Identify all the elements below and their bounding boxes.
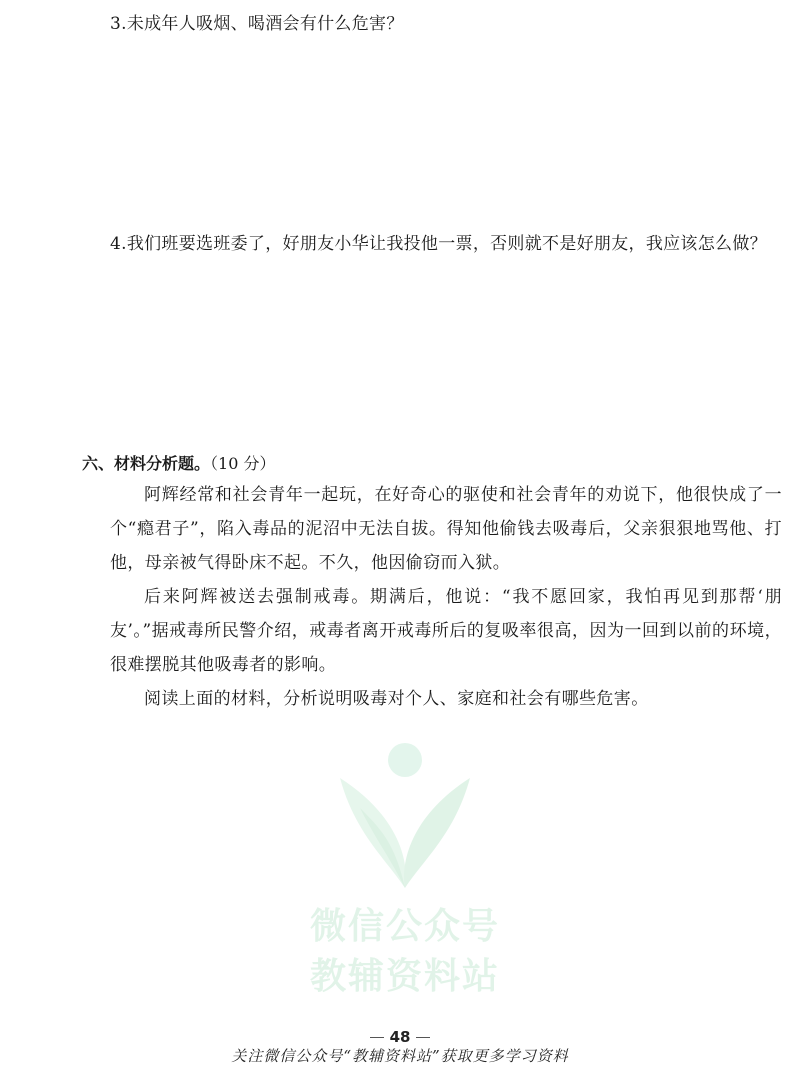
watermark-line-2: 教辅资料站 — [309, 956, 500, 997]
watermark-line-1: 微信公众号 — [309, 906, 500, 947]
material-question — [110, 682, 782, 716]
material-text-1: 阿辉经常和社会青年一起玩，在好奇心的驱使和社会青年的劝说下，他很快成了一个“瘾君子”，陷入毒品的泥沼中无法自拔。得知他偷钱去吸毒后，父亲狠狠地骂他、打他，母亲被气得卧床不起。不久，他因偷窃而入狱。 — [110, 485, 782, 573]
page-number-dash-right — [416, 1037, 430, 1038]
section-six-heading — [82, 452, 275, 476]
material-text-2: 后来阿辉被送去强制戒毒。期满后，他说：“我不愿回家，我怕再见到那帮‘朋友’。”据戒毒所民警介绍，戒毒者离开戒毒所后的复吸率很高，因为一回到以前的环境，很难摆脱其他吸毒者的影响。 — [110, 587, 782, 675]
sprout-person-logo-icon — [300, 738, 510, 898]
material-paragraph-2 — [110, 580, 782, 682]
section-six-title: 六、材料分析题。 — [82, 454, 211, 473]
page-number-text: 48 — [389, 1028, 411, 1046]
watermark — [300, 738, 510, 1003]
material-paragraph-1 — [110, 478, 782, 580]
section-six-score: （10 分） — [210, 454, 276, 473]
question-3: 3.未成年人吸烟、喝酒会有什么危害？ — [110, 14, 404, 34]
footer-note: 关注微信公众号“教辅资料站”获取更多学习资料 — [231, 1047, 569, 1065]
material-question-text: 阅读上面的材料，分析说明吸毒对个人、家庭和社会有哪些危害。 — [144, 689, 649, 709]
page-number-dash-left — [370, 1037, 384, 1038]
page-number — [0, 1028, 800, 1046]
question-4: 4.我们班要选班委了，好朋友小华让我投他一票，否则就不是好朋友，我应该怎么做？ — [110, 234, 767, 254]
